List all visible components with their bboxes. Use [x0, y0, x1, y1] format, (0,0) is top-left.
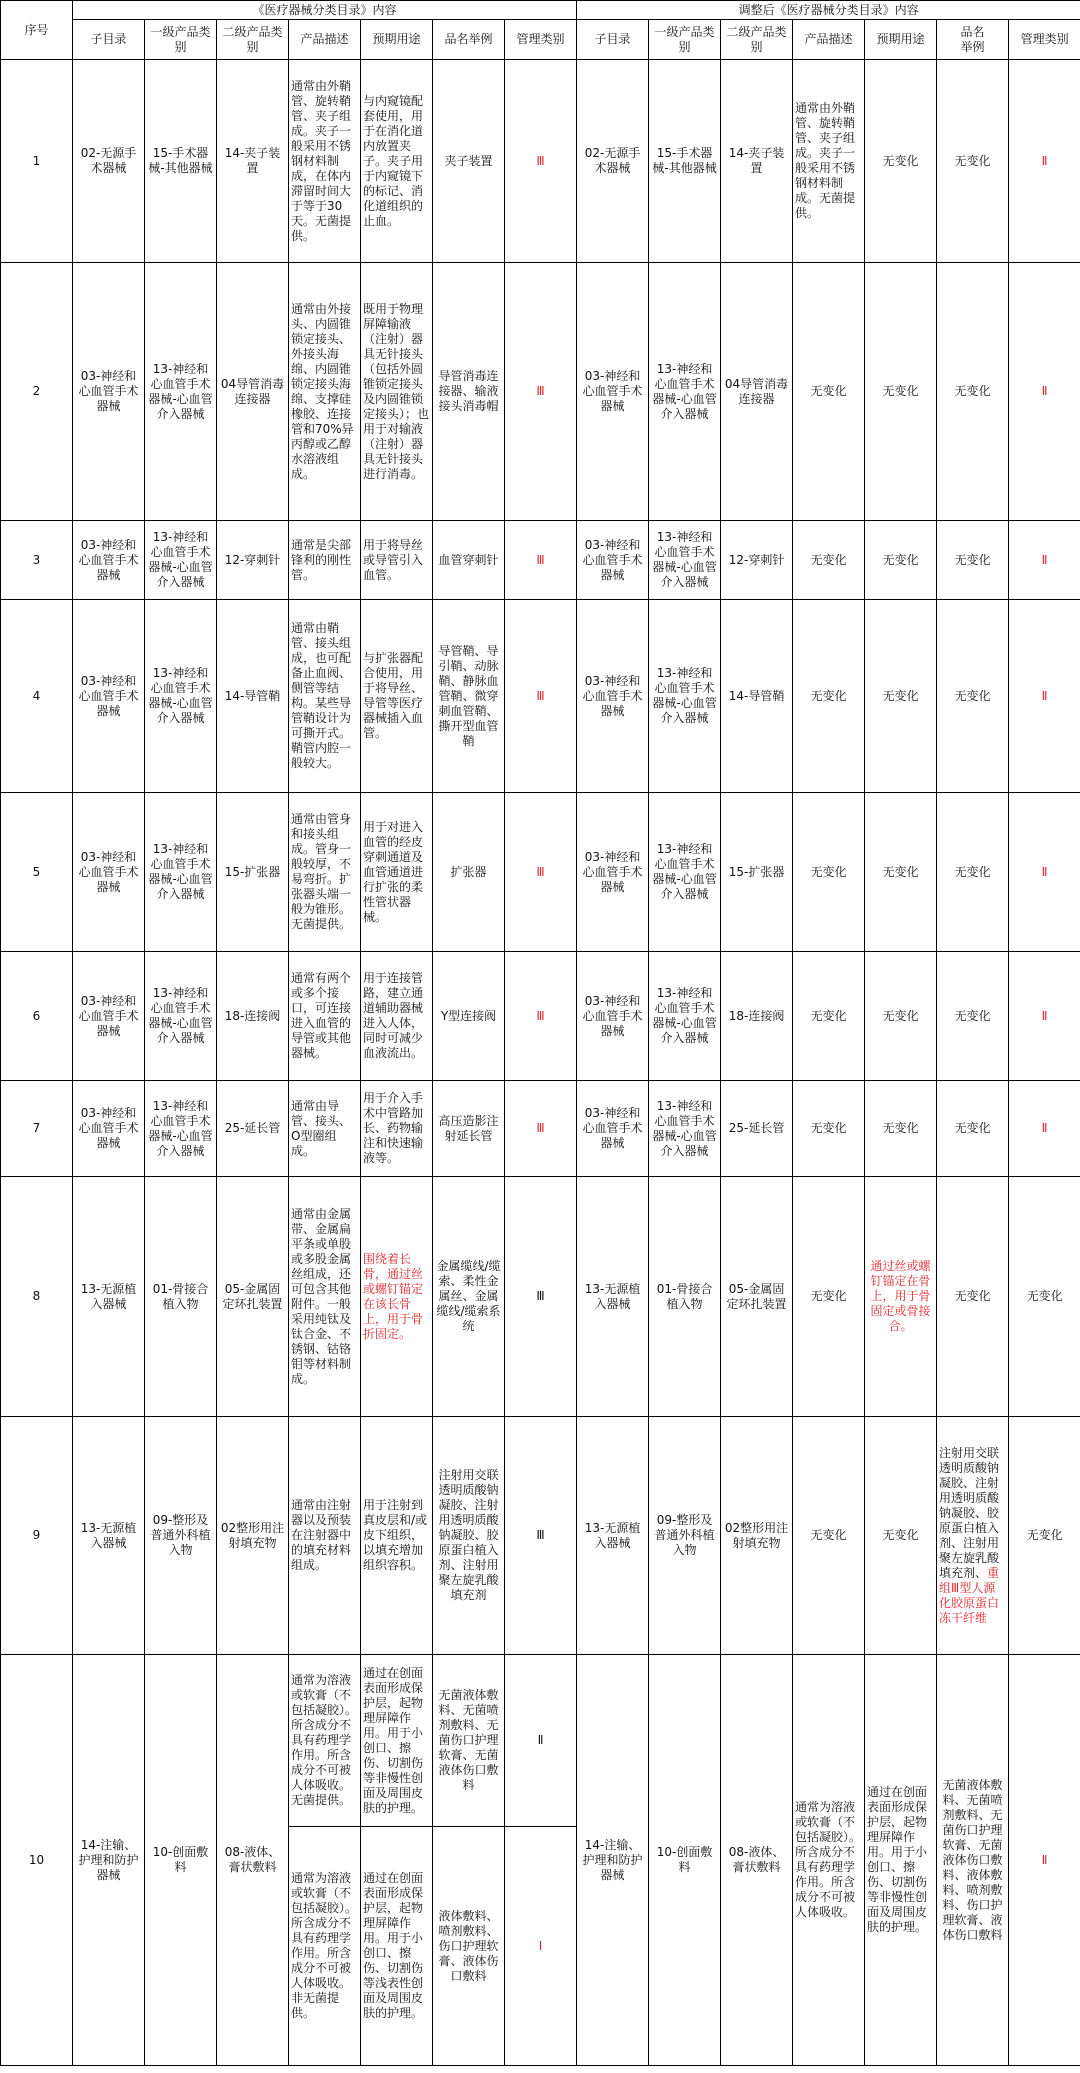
after-examples-cell: 无变化: [937, 263, 1009, 521]
after-class-cell: Ⅱ: [1009, 1655, 1080, 2066]
table-row: [1, 521, 1080, 600]
before-l2-cell: 14-导管鞘: [217, 600, 289, 793]
after-l1-cell: 13-神经和心血管手术器械-心血管介入器械: [649, 521, 721, 600]
header-after-examples: 品名 举例: [937, 20, 1009, 60]
table-row: [1, 1177, 1080, 1417]
seq-cell: 8: [1, 1177, 73, 1417]
after-l2-cell: 18-连接阀: [721, 952, 793, 1081]
before-desc-cell: 通常由注射器以及预装在注射器中的填充材料组成。: [289, 1417, 361, 1655]
seq-cell: 1: [1, 60, 73, 263]
table-row: [1, 60, 1080, 263]
before-examples-cell: 导管消毒连接器、输液接头消毒帽: [433, 263, 505, 521]
before-use-cell: 用于介入手术中管路加长、药物输注和快速输液等。: [361, 1081, 433, 1177]
after-class-cell: 无变化: [1009, 1417, 1080, 1655]
after-l2-cell: 14-夹子装置: [721, 60, 793, 263]
seq-cell: 3: [1, 521, 73, 600]
before-l1-cell: 01-骨接合植入物: [145, 1177, 217, 1417]
before-sub-cell: 13-无源植入器械: [73, 1417, 145, 1655]
before-sub-cell: 14-注输、护理和防护器械: [73, 1655, 145, 2066]
after-class-cell: Ⅱ: [1009, 263, 1080, 521]
before-class-cell: Ⅰ: [505, 1827, 577, 2066]
before-desc-cell: 通常由外接头、内圆锥锁定接头、外接头海绵、内圆锥锁定接头海绵、支撑硅橡胶、连接管和70%异丙醇或乙醇水溶液组成。: [289, 263, 361, 521]
after-l1-cell: 09-整形及普通外科植入物: [649, 1417, 721, 1655]
before-examples-cell: 导管鞘、导引鞘、动脉鞘、静脉血管鞘、微穿刺血管鞘、撕开型血管鞘: [433, 600, 505, 793]
before-l2-cell: 18-连接阀: [217, 952, 289, 1081]
after-class-cell: Ⅱ: [1009, 521, 1080, 600]
before-desc-cell: 通常由外鞘管、旋转鞘管、夹子组成。夹子一般采用不锈钢材料制成，在体内滞留时间大于等于30天。无菌提供。: [289, 60, 361, 263]
before-l2-cell: 12-穿刺针: [217, 521, 289, 600]
after-desc-cell: 无变化: [793, 1177, 865, 1417]
after-l1-cell: 13-神经和心血管手术器械-心血管介入器械: [649, 600, 721, 793]
before-sub-cell: 03-神经和心血管手术器械: [73, 793, 145, 952]
before-class-cell: Ⅲ: [505, 600, 577, 793]
after-l2-cell: 15-扩张器: [721, 793, 793, 952]
after-examples-cell: 无菌液体敷料、无菌喷剂敷料、无菌伤口护理软膏、无菌液体伤口敷料、液体敷料、喷剂敷料、伤口护理软膏、液体伤口敷料: [937, 1655, 1009, 2066]
before-class-cell: Ⅲ: [505, 60, 577, 263]
header-after-use: 预期用途: [865, 20, 937, 60]
header-after-group: 调整后《医疗器械分类目录》内容: [577, 1, 1080, 20]
before-desc-cell: 通常有两个或多个接口，可连接进入血管的导管或其他器械。: [289, 952, 361, 1081]
after-examples-text: 注射用交联透明质酸钠凝胶、注射用透明质酸钠凝胶、胶原蛋白植入剂、注射用聚左旋乳酸填充剂、: [939, 1445, 1000, 1580]
after-class-cell: Ⅱ: [1009, 600, 1080, 793]
after-examples-cell: 无变化: [937, 952, 1009, 1081]
header-before-l2: 二级产品类别: [217, 20, 289, 60]
before-l2-cell: 08-液体、膏状敷料: [217, 1655, 289, 2066]
after-examples-cell: 无变化: [937, 521, 1009, 600]
after-use-cell: 通过丝或螺钉锚定在骨上，用于骨固定或骨接合。: [865, 1177, 937, 1417]
after-l1-cell: 15-手术器械-其他器械: [649, 60, 721, 263]
after-l2-cell: 04导管消毒连接器: [721, 263, 793, 521]
after-l1-cell: 13-神经和心血管手术器械-心血管介入器械: [649, 263, 721, 521]
before-use-cell: 用于注射到真皮层和/或皮下组织，以填充增加组织容积。: [361, 1417, 433, 1655]
before-use-cell: 既用于物理屏障输液（注射）器具无针接头（包括外圆锥锁定接头及内圆锥锁定接头）；也用于对输液（注射）器具无针接头进行消毒。: [361, 263, 433, 521]
before-class-cell: Ⅱ: [505, 1655, 577, 1827]
before-use-cell: 通过在创面表面形成保护层，起物理屏障作用。用于小创口、擦伤、切割伤等浅表性创面及周围皮肤的护理。: [361, 1827, 433, 2066]
after-class-cell: 无变化: [1009, 1177, 1080, 1417]
seq-cell: 7: [1, 1081, 73, 1177]
header-after-class: 管理类别: [1009, 20, 1080, 60]
header-before-l1: 一级产品类别: [145, 20, 217, 60]
before-sub-cell: 02-无源手术器械: [73, 60, 145, 263]
after-sub-cell: 03-神经和心血管手术器械: [577, 600, 649, 793]
after-desc-cell: 无变化: [793, 952, 865, 1081]
after-desc-cell: 无变化: [793, 1417, 865, 1655]
after-desc-cell: 通常由外鞘管、旋转鞘管、夹子组成。夹子一般采用不锈钢材料制成。无菌提供。: [793, 60, 865, 263]
header-seq: 序号: [1, 1, 73, 60]
before-examples-cell: 血管穿刺针: [433, 521, 505, 600]
before-use-cell: 通过在创面表面形成保护层，起物理屏障作用。用于小创口、擦伤、切割伤等非慢性创面及周围皮肤的护理。: [361, 1655, 433, 1827]
header-before-sub: 子目录: [73, 20, 145, 60]
after-l2-cell: 05-金属固定环扎装置: [721, 1177, 793, 1417]
after-use-cell: 无变化: [865, 60, 937, 263]
before-l2-cell: 14-夹子装置: [217, 60, 289, 263]
before-class-cell: Ⅲ: [505, 1417, 577, 1655]
seq-cell: 6: [1, 952, 73, 1081]
header-after-sub: 子目录: [577, 20, 649, 60]
before-l1-cell: 10-创面敷料: [145, 1655, 217, 2066]
after-sub-cell: 03-神经和心血管手术器械: [577, 952, 649, 1081]
header-after-desc: 产品描述: [793, 20, 865, 60]
after-class-cell: Ⅱ: [1009, 1081, 1080, 1177]
after-l1-cell: 13-神经和心血管手术器械-心血管介入器械: [649, 952, 721, 1081]
before-sub-cell: 03-神经和心血管手术器械: [73, 263, 145, 521]
table-row: [1, 793, 1080, 952]
before-l1-cell: 15-手术器械-其他器械: [145, 60, 217, 263]
before-l1-cell: 13-神经和心血管手术器械-心血管介入器械: [145, 1081, 217, 1177]
before-examples-cell: 金属缆线/缆索、柔性金属丝、金属缆线/缆索系统: [433, 1177, 505, 1417]
after-examples-cell: [937, 1417, 1009, 1655]
before-examples-cell: Y型连接阀: [433, 952, 505, 1081]
before-examples-cell: 夹子装置: [433, 60, 505, 263]
after-sub-cell: 02-无源手术器械: [577, 60, 649, 263]
after-use-cell: 无变化: [865, 793, 937, 952]
before-sub-cell: 03-神经和心血管手术器械: [73, 1081, 145, 1177]
after-l2-cell: 14-导管鞘: [721, 600, 793, 793]
after-sub-cell: 13-无源植入器械: [577, 1177, 649, 1417]
after-sub-cell: 03-神经和心血管手术器械: [577, 1081, 649, 1177]
before-class-cell: Ⅲ: [505, 263, 577, 521]
before-use-cell: 用于对进入血管的经皮穿刺通道及血管通道进行扩张的柔性管状器械。: [361, 793, 433, 952]
table-row: [1, 1655, 1080, 1827]
before-examples-cell: 注射用交联透明质酸钠凝胶、注射用透明质酸钠凝胶、胶原蛋白植入剂、注射用聚左旋乳酸填充剂: [433, 1417, 505, 1655]
before-desc-cell: 通常为溶液或软膏（不包括凝胶）。所含成分不具有药理学作用。所含成分不可被人体吸收。非无菌提供。: [289, 1827, 361, 2066]
before-desc-cell: 通常是尖部锋利的刚性管。: [289, 521, 361, 600]
before-l1-cell: 13-神经和心血管手术器械-心血管介入器械: [145, 521, 217, 600]
after-use-cell: 无变化: [865, 263, 937, 521]
after-l1-cell: 13-神经和心血管手术器械-心血管介入器械: [649, 793, 721, 952]
after-sub-cell: 13-无源植入器械: [577, 1417, 649, 1655]
before-l1-cell: 13-神经和心血管手术器械-心血管介入器械: [145, 600, 217, 793]
before-examples-cell: 无菌液体敷料、无菌喷剂敷料、无菌伤口护理软膏、无菌液体伤口敷料: [433, 1655, 505, 1827]
before-l2-cell: 04导管消毒连接器: [217, 263, 289, 521]
after-examples-cell: 无变化: [937, 793, 1009, 952]
before-use-cell: 与扩张器配合使用，用于将导丝、导管等医疗器械插入血管。: [361, 600, 433, 793]
header-after-l2: 二级产品类别: [721, 20, 793, 60]
after-l2-cell: 08-液体、膏状敷料: [721, 1655, 793, 2066]
before-use-cell: 与内窥镜配套使用，用于在消化道内放置夹子。夹子用于内窥镜下的标记、消化道组织的止血。: [361, 60, 433, 263]
after-l2-cell: 12-穿刺针: [721, 521, 793, 600]
table-row: [1, 952, 1080, 1081]
after-examples-added: 重组Ⅲ型人源化胶原蛋白冻干纤维: [939, 1565, 1000, 1625]
before-l2-cell: 02整形用注射填充物: [217, 1417, 289, 1655]
after-sub-cell: 03-神经和心血管手术器械: [577, 793, 649, 952]
before-sub-cell: 03-神经和心血管手术器械: [73, 952, 145, 1081]
header-before-use: 预期用途: [361, 20, 433, 60]
after-class-cell: Ⅱ: [1009, 793, 1080, 952]
before-l1-cell: 13-神经和心血管手术器械-心血管介入器械: [145, 793, 217, 952]
seq-cell: 5: [1, 793, 73, 952]
after-class-cell: Ⅱ: [1009, 60, 1080, 263]
before-l2-cell: 05-金属固定环扎装置: [217, 1177, 289, 1417]
header-before-desc: 产品描述: [289, 20, 361, 60]
after-desc-cell: 通常为溶液或软膏（不包括凝胶）。所含成分不具有药理学作用。所含成分不可被人体吸收。: [793, 1655, 865, 2066]
after-examples-cell: 无变化: [937, 1177, 1009, 1417]
before-desc-cell: 通常由金属带、金属扁平条或单股或多股金属丝组成，还可包含其他附件。一般采用纯钛及钛合金、不锈钢、钴铬钼等材料制成。: [289, 1177, 361, 1417]
header-before-class: 管理类别: [505, 20, 577, 60]
seq-cell: 4: [1, 600, 73, 793]
after-l1-cell: 13-神经和心血管手术器械-心血管介入器械: [649, 1081, 721, 1177]
after-l1-cell: 10-创面敷料: [649, 1655, 721, 2066]
before-class-cell: Ⅲ: [505, 521, 577, 600]
after-use-cell: 通过在创面表面形成保护层，起物理屏障作用。用于小创口、擦伤、切割伤等非慢性创面及周围皮肤的护理。: [865, 1655, 937, 2066]
before-desc-cell: 通常由管身和接头组成。管身一般较厚，不易弯折。扩张器头端一般为锥形。无菌提供。: [289, 793, 361, 952]
after-use-cell: 无变化: [865, 1417, 937, 1655]
after-sub-cell: 03-神经和心血管手术器械: [577, 521, 649, 600]
after-desc-cell: 无变化: [793, 263, 865, 521]
before-l1-cell: 09-整形及普通外科植入物: [145, 1417, 217, 1655]
before-desc-cell: 通常为溶液或软膏（不包括凝胶）。所含成分不具有药理学作用。所含成分不可被人体吸收。无菌提供。: [289, 1655, 361, 1827]
after-sub-cell: 03-神经和心血管手术器械: [577, 263, 649, 521]
after-use-cell: 无变化: [865, 952, 937, 1081]
after-use-cell: 无变化: [865, 1081, 937, 1177]
header-after-l1: 一级产品类别: [649, 20, 721, 60]
before-sub-cell: 13-无源植入器械: [73, 1177, 145, 1417]
table-row: [1, 1081, 1080, 1177]
before-l1-cell: 13-神经和心血管手术器械-心血管介入器械: [145, 952, 217, 1081]
header-before-examples: 品名举例: [433, 20, 505, 60]
header-before-group: 《医疗器械分类目录》内容: [73, 1, 577, 20]
before-use-cell: 围绕着长骨，通过丝或螺钉锚定在该长骨上，用于骨折固定。: [361, 1177, 433, 1417]
before-sub-cell: 03-神经和心血管手术器械: [73, 521, 145, 600]
table-row: [1, 1417, 1080, 1655]
seq-cell: 9: [1, 1417, 73, 1655]
after-l1-cell: 01-骨接合植入物: [649, 1177, 721, 1417]
before-l1-cell: 13-神经和心血管手术器械-心血管介入器械: [145, 263, 217, 521]
before-class-cell: Ⅲ: [505, 1081, 577, 1177]
after-class-cell: Ⅱ: [1009, 952, 1080, 1081]
before-class-cell: Ⅲ: [505, 1177, 577, 1417]
after-use-cell: 无变化: [865, 600, 937, 793]
before-l2-cell: 25-延长管: [217, 1081, 289, 1177]
table-row: [1, 600, 1080, 793]
before-desc-cell: 通常由导管、接头、O型圈组成。: [289, 1081, 361, 1177]
after-examples-cell: 无变化: [937, 60, 1009, 263]
after-l2-cell: 25-延长管: [721, 1081, 793, 1177]
before-examples-cell: 高压造影注射延长管: [433, 1081, 505, 1177]
after-sub-cell: 14-注输、护理和防护器械: [577, 1655, 649, 2066]
before-use-cell: 用于连接管路，建立通道辅助器械进入人体，同时可减少血液流出。: [361, 952, 433, 1081]
after-examples-cell: 无变化: [937, 1081, 1009, 1177]
before-examples-cell: 液体敷料、喷剂敷料、伤口护理软膏、液体伤口敷料: [433, 1827, 505, 2066]
table-row: [1, 263, 1080, 521]
after-examples-cell: 无变化: [937, 600, 1009, 793]
before-l2-cell: 15-扩张器: [217, 793, 289, 952]
before-class-cell: Ⅲ: [505, 793, 577, 952]
after-desc-cell: 无变化: [793, 1081, 865, 1177]
before-sub-cell: 03-神经和心血管手术器械: [73, 600, 145, 793]
after-desc-cell: 无变化: [793, 521, 865, 600]
before-examples-cell: 扩张器: [433, 793, 505, 952]
after-desc-cell: 无变化: [793, 600, 865, 793]
after-use-cell: 无变化: [865, 521, 937, 600]
before-use-cell: 用于将导丝或导管引入血管。: [361, 521, 433, 600]
seq-cell: 2: [1, 263, 73, 521]
before-desc-cell: 通常由鞘管、接头组成，也可配备止血阀、侧管等结构。某些导管鞘设计为可撕开式。鞘管内腔一般较大。: [289, 600, 361, 793]
before-class-cell: Ⅲ: [505, 952, 577, 1081]
after-desc-cell: 无变化: [793, 793, 865, 952]
seq-cell: 10: [1, 1655, 73, 2066]
after-l2-cell: 02整形用注射填充物: [721, 1417, 793, 1655]
